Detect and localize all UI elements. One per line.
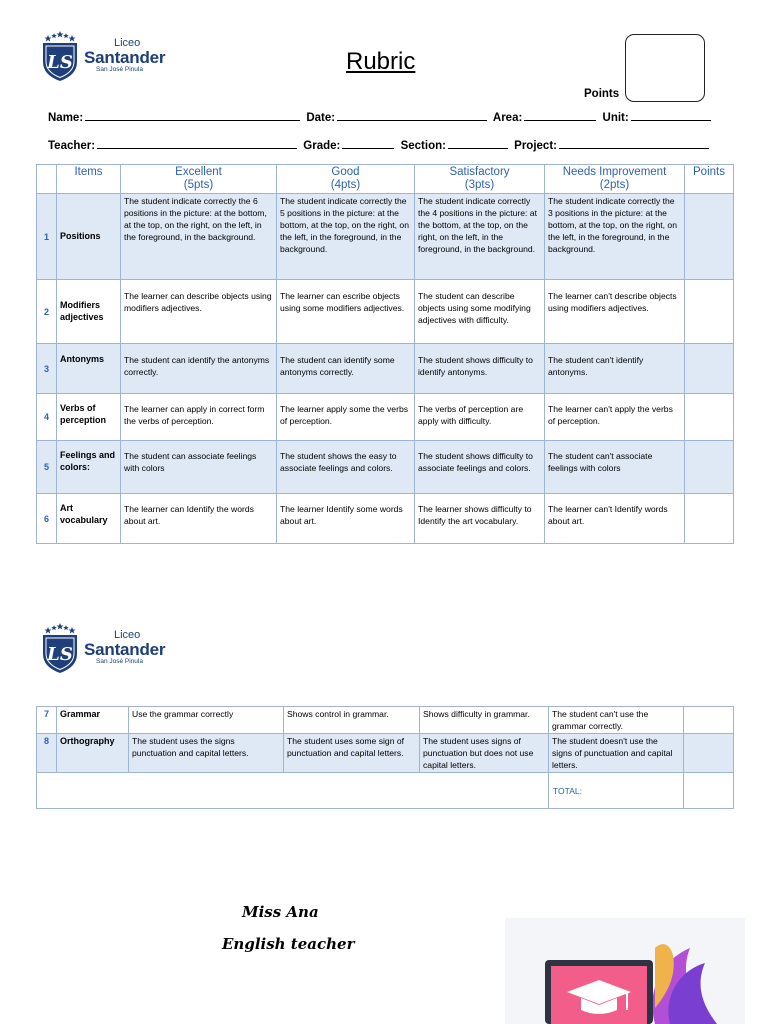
cell-good: The learner Identify some words about art. (277, 494, 415, 544)
grade-label: Grade: (303, 140, 341, 152)
row-number: 5 (37, 441, 57, 494)
cell-good: The student can identify some antonyms correctly. (277, 344, 415, 394)
info-row-2 (48, 139, 712, 152)
row-number: 1 (37, 194, 57, 280)
row-item: Art vocabulary (57, 494, 121, 544)
row-item: Verbs of perception (57, 394, 121, 441)
cell-satisfactory: Shows difficulty in grammar. (420, 707, 549, 734)
school-name-line1: Liceo (114, 37, 141, 50)
row-number: 4 (37, 394, 57, 441)
cell-excellent: The student can identify the antonyms correctly. (121, 344, 277, 394)
cell-points[interactable] (685, 280, 734, 344)
school-crest-icon (40, 30, 80, 82)
table-row (37, 280, 734, 344)
teacher-label: Teacher: (48, 140, 96, 152)
school-logo-2 (40, 622, 165, 674)
total-points-cell[interactable] (684, 773, 734, 809)
cell-satisfactory: The student indicate correctly the 4 positions in the picture: at the bottom, at the top, on the right, on the left, in the foreground, in the background. (415, 194, 545, 280)
cell-points[interactable] (685, 441, 734, 494)
name-field[interactable] (85, 111, 300, 121)
cell-satisfactory: The student can describe objects using some modifying adjectives with difficulty. (415, 280, 545, 344)
date-label: Date: (306, 112, 336, 124)
section-field[interactable] (448, 139, 508, 149)
cell-points[interactable] (685, 344, 734, 394)
project-label: Project: (514, 140, 557, 152)
area-label: Area: (492, 112, 523, 124)
school-logo (40, 30, 165, 82)
cell-good: The learner can escribe objects using some modifiers adjectives. (277, 280, 415, 344)
school-monogram: LS (47, 52, 73, 73)
header-num (37, 165, 57, 194)
points-label: Points (584, 88, 620, 100)
cell-satisfactory: The verbs of perception are apply with difficulty. (415, 394, 545, 441)
table-row (37, 494, 734, 544)
teacher-field[interactable] (97, 139, 297, 149)
row-item: Antonyms (57, 344, 121, 394)
info-row-1 (48, 111, 714, 124)
total-row (37, 773, 734, 809)
table-row (37, 194, 734, 280)
graduation-laptop-illustration (505, 918, 745, 1024)
school-location: San José Pinula (96, 66, 143, 74)
table-row (37, 394, 734, 441)
cell-excellent: The student indicate correctly the 6 positions in the picture: at the bottom, at the top, on the right, on the left, in the foreground, in the background. (121, 194, 277, 280)
cell-points[interactable] (685, 494, 734, 544)
cell-good: The student indicate correctly the 5 positions in the picture: at the bottom, at the top, on the right, on the left, in the foreground, in the background. (277, 194, 415, 280)
table-row (37, 344, 734, 394)
school-crest-icon (40, 622, 80, 674)
row-number: 3 (37, 344, 57, 394)
cell-points[interactable] (685, 194, 734, 280)
total-row-blank (37, 773, 549, 809)
cell-satisfactory: The student uses signs of punctuation but does not use capital letters. (420, 734, 549, 773)
row-item: Feelings and colors: (57, 441, 121, 494)
section-label: Section: (400, 140, 446, 152)
cell-needs-improvement: The student can't use the grammar correctly. (549, 707, 684, 734)
name-label: Name: (48, 112, 84, 124)
row-item: Modifiers adjectives (57, 280, 121, 344)
row-item: Positions (57, 194, 121, 280)
row-number: 8 (37, 734, 57, 773)
cell-excellent: Use the grammar correctly (129, 707, 284, 734)
header-good: Good (4pts) (277, 165, 415, 194)
cell-needs-improvement: The learner can't describe objects using modifiers adjectives. (545, 280, 685, 344)
cell-needs-improvement: The learner can't apply the verbs of perception. (545, 394, 685, 441)
area-field[interactable] (524, 111, 596, 121)
school-name-line2: Santander (84, 48, 166, 68)
school-monogram: LS (47, 644, 73, 665)
school-name-line1: Liceo (114, 629, 141, 642)
cell-needs-improvement: The student can't identify antonyms. (545, 344, 685, 394)
project-field[interactable] (559, 139, 709, 149)
unit-label: Unit: (602, 112, 629, 124)
cell-excellent: The student uses the signs punctuation and capital letters. (129, 734, 284, 773)
table-header-row (37, 165, 734, 194)
teacher-role: English teacher (222, 935, 355, 953)
cell-good: The student uses some sign of punctuation and capital letters. (284, 734, 420, 773)
unit-field[interactable] (631, 111, 711, 121)
points-box[interactable] (625, 34, 705, 102)
cell-satisfactory: The learner shows difficulty to Identify the art vocabulary. (415, 494, 545, 544)
cell-points[interactable] (685, 394, 734, 441)
total-label: TOTAL: (549, 773, 684, 809)
table-row (37, 441, 734, 494)
rubric-table (36, 164, 734, 544)
row-number: 2 (37, 280, 57, 344)
header-points: Points (685, 165, 734, 194)
row-number: 6 (37, 494, 57, 544)
cell-excellent: The learner can describe objects using modifiers adjectives. (121, 280, 277, 344)
cell-needs-improvement: The student indicate correctly the 3 positions in the picture: at the bottom, at the top, on the right, on the left, in the foreground, in the background. (545, 194, 685, 280)
cell-excellent: The learner can apply in correct form the verbs of perception. (121, 394, 277, 441)
header-excellent: Excellent (5pts) (121, 165, 277, 194)
table-row (37, 707, 734, 734)
cell-satisfactory: The student shows difficulty to associate feelings and colors. (415, 441, 545, 494)
cell-needs-improvement: The learner can't Identify words about art. (545, 494, 685, 544)
cell-points[interactable] (684, 707, 734, 734)
cell-good: The student shows the easy to associate feelings and colors. (277, 441, 415, 494)
cell-needs-improvement: The student doesn't use the signs of punctuation and capital letters. (549, 734, 684, 773)
cell-satisfactory: The student shows difficulty to identify antonyms. (415, 344, 545, 394)
header-satisfactory: Satisfactory (3pts) (415, 165, 545, 194)
teacher-name: Miss Ana (242, 903, 319, 921)
cell-points[interactable] (684, 734, 734, 773)
school-name-line2: Santander (84, 640, 166, 660)
date-field[interactable] (337, 111, 487, 121)
row-item: Grammar (57, 707, 129, 734)
page-title: Rubric (346, 48, 416, 75)
cell-excellent: The learner can Identify the words about art. (121, 494, 277, 544)
rubric-table-continued (36, 706, 734, 809)
header-needs-improvement: Needs Improvement (2pts) (545, 165, 685, 194)
table-row (37, 734, 734, 773)
cell-good: The learner apply some the verbs of perception. (277, 394, 415, 441)
header-items: Items (57, 165, 121, 194)
school-location: San José Pinula (96, 658, 143, 666)
cell-needs-improvement: The student can't associate feelings with colors (545, 441, 685, 494)
cell-good: Shows control in grammar. (284, 707, 420, 734)
cell-excellent: The student can associate feelings with colors (121, 441, 277, 494)
grade-field[interactable] (342, 139, 394, 149)
row-item: Orthography (57, 734, 129, 773)
row-number: 7 (37, 707, 57, 734)
